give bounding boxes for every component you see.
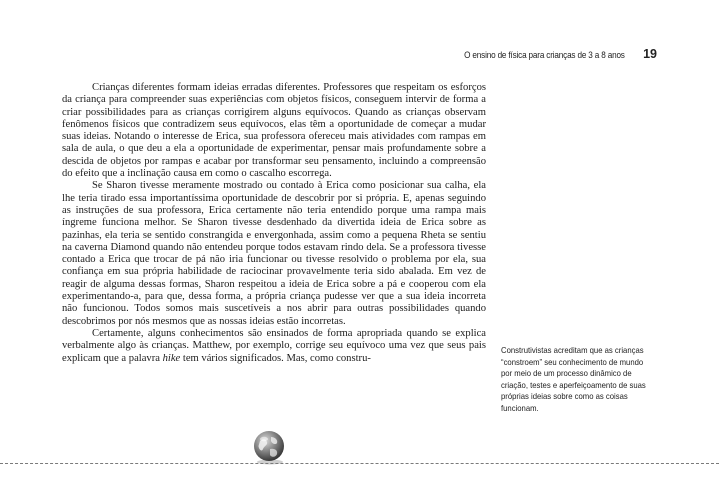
italic-word: hike [162, 352, 181, 364]
page-number: 19 [643, 47, 657, 61]
globe-icon [251, 429, 287, 465]
paragraph-text: Certamente, alguns conhecimentos são ensinados de forma apropriada quando se explica verbalmente algo às crianças. Matthew, por exemplo, corrige seu equívoco uma vez que seus pais explicam que a palavra [62, 327, 486, 364]
paragraph: Crianças diferentes formam ideias erradas diferentes. Professores que respeitam os esforços da criança para compreender suas experiências com objetos físicos, conseguem intervir de forma a criar possibilidades para as crianças corrigirem alguns equívocos. Quando as crianças observam fenômenos físicos que contradizem seus equívocos, elas têm a oportunidade de começar a mudar suas ideias. Notando o interesse de Erica, sua professora ofereceu mais atividades com rampas em sala de aula, o que deu a ela a oportunidade de experimentar, pensar mais profundamente sobre a descida de objetos por rampas e acabar por transformar seu pensamento, incluindo a compreensão do efeito que a inclinação causa em como o cascalho escorrega. [62, 82, 486, 180]
sidenote: Construtivistas acreditam que as crianças “constroem” seu conhecimento de mundo por meio de um processo dinâmico de criação, testes e aperfeiçoamento de suas próprias ideias sobre como as coisas funcionam. [501, 345, 646, 413]
running-title: O ensino de física para crianças de 3 a 8 anos [464, 50, 626, 61]
paragraph [62, 328, 486, 365]
body-text [62, 82, 486, 365]
paragraph-text: tem vários significados. Mas, como constru- [180, 352, 371, 364]
page-header [438, 47, 657, 61]
paragraph: Se Sharon tivesse meramente mostrado ou contado à Erica como posicionar sua calha, ela lhe teria tirado essa importantíssima oportunidade de descobrir por si própria. E, apenas seguindo as instruções de sua professora, Erica certamente não teria entendido porque uma rampa mais íngreme funciona melhor. Se Sharon tivesse desdenhado da divertida ideia de Erica sobre as pazinhas, ela teria se sentido constrangida e envergonhada, assim como a pequena Rheta se sentiu na caverna Diamond quando não entendeu porque todos estavam rindo dela. Se a professora tivesse contado a Erica que trocar de pá não iria funcionar ou tivesse resolvido o problema por ela, sua confiança em sua própria habilidade de raciocinar provavelmente teria sido abalada. Em vez de reagir de alguma dessas formas, Sharon respeitou a ideia de Erica sobre a pá e cooperou com ela experimentando-a, para que, dessa forma, a própria criança pudesse ver que a sua ideia incorreta não funcionou. Todos somos mais suscetíveis a nos abrir para outras possibilidades quando descobrimos por nós mesmos que as nossas ideias estão incorretas. [62, 180, 486, 327]
footer-divider [0, 463, 719, 464]
